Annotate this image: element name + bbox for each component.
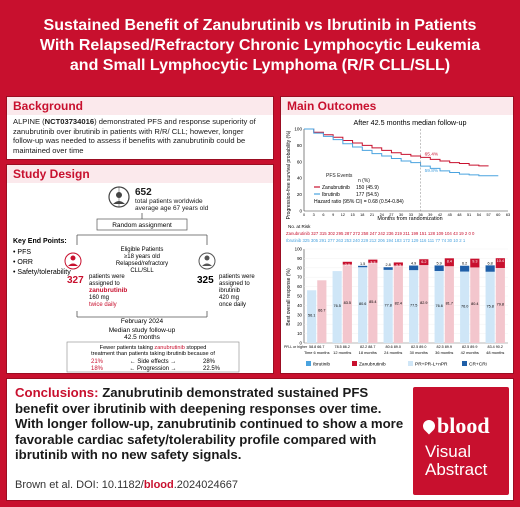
bar-category-label: 24 months [384,350,403,355]
ibru-line1: patients were [219,274,255,280]
data-cutoff-date: February 2024 [120,318,164,325]
bar-row-value: 82.5 89.9 [436,345,452,349]
bar-y-tick: 100 [294,246,302,252]
ibru-drug: ibrutinib [219,288,241,294]
bar-legend-label: PR+PR-L+nPR [415,362,448,368]
bar-ibrutinib-label: 76.5 [333,304,341,309]
bar-row-value: 83.4 90.2 [487,345,503,349]
title-bar [0,0,520,92]
km-x-tick: 60 [496,213,501,217]
bar-y-tick: 30 [297,312,302,318]
bar-zanubrutinib-label: 81.7 [445,301,454,306]
study-design-panel [6,164,274,374]
bar-y-tick: 0 [299,340,302,346]
bar-y-tick: 50 [297,293,302,299]
ibru-dose: 420 mg [219,295,240,301]
ibru-n: 325 [197,275,214,286]
km-legend-zanu [314,185,379,191]
main-outcomes-heading: Main Outcomes [281,97,513,115]
total-desc2: average age 67 years old [135,205,209,212]
bar-zanubrutinib-label: 82.4 [394,301,403,306]
bar-row-value: 82.5 89.0 [411,345,427,349]
citation[interactable] [15,479,238,491]
bar-ibrutinib-cr [435,265,444,271]
zanu-line1: patients were [89,274,125,280]
km-x-tick: 0 [302,213,306,217]
km-x-tick: 24 [379,213,384,217]
endpoint-1: • PFS [13,249,32,256]
bar-y-tick: 90 [297,255,302,261]
bar-ibrutinib-label: 77.8 [384,303,392,308]
bar-row-value: 80.6 89.0 [385,345,401,349]
km-y-tick: 0 [299,208,302,214]
bar-category-label: 36 months [435,350,454,355]
km-hazard-ratio: Hazard ratio (95% CI) = 0.68 (0.54-0.84) [314,199,404,205]
eligible-box [116,247,168,274]
km-x-tick: 39 [428,213,433,217]
bar-legend-label: Zanubrutinib [359,362,386,368]
bar-ibrutinib-cr-label: 1.5 [360,261,366,266]
km-label-ibru: 59.8% [424,169,439,175]
bar-ibrutinib-cr [384,267,393,270]
bar-zanubrutinib-label: 79.8 [496,302,505,307]
response-bar-chart [282,245,514,373]
ibrutinib-person-icon [199,253,215,269]
km-y-tick: 40 [296,175,302,181]
km-legend-sub: n (%) [358,178,370,184]
km-x-tick: 57 [486,213,491,217]
zanu-dose: 160 mg [89,295,110,301]
study-design-diagram [7,183,275,373]
bar-ibrutinib-cr [486,265,495,271]
bar-zanubrutinib-label: 80.4 [471,302,479,307]
bar-y-tick: 10 [297,331,302,337]
side-effects-ibru: 28% [203,359,216,365]
bar-zanubrutinib-cr-label: 3.3 [370,260,376,265]
bar-zanubrutinib-cr-label: 9.3 [472,259,478,264]
bar-ibrutinib-cr-label: 5.9 [436,261,442,266]
conclusions-body: Zanubrutinib demonstrated sustained PFS benefit over ibrutinib with deepening responses over time. With longer follow-up, zanubrutinib continued to show a more favorable cardiac safety/tolerability profile compared with ibrutinib with no new safety signals. [15,385,404,463]
bar-row-value: 82.5 89.9 [462,345,478,349]
zanu-n: 327 [67,275,84,286]
background-text-prefix: ALPINE ( [13,117,45,126]
bar-zanubrutinib-cr-label: 6.2 [421,260,427,265]
bar-ibrutinib-label: 56.1 [307,313,316,318]
risk-ibru-row: Ibrutinib 325 305 291 277 263 253 240 229 212 206 194 183 172 129 116 111 77 74 30 10 2 1 [286,238,466,243]
bar-category-label: 30 months [409,350,428,355]
risk-zanu-row: Zanubrutinib 327 315 302 295 287 272 258 247 242 236 219 211 199 151 128 109 104 43 19 2 0 0 [286,231,475,236]
visual-abstract-label: Visual Abstract [425,442,488,479]
bar-y-tick: 70 [297,274,302,280]
bar-ibrutinib-label: 76.0 [460,304,469,309]
km-legend-title: PFS Events [326,173,353,179]
abstract-title: Sustained Benefit of Zanubrutinib vs Ibrutinib in Patients With Relapsed/Refractory Chronic Lymphocytic Leukemia and Small Lymphocytic Lymphoma (R/R CLL/SLL) [39,17,481,74]
bar-category-label: 12 months [333,350,352,355]
km-line-zanubrutinib [304,129,489,166]
bar-zanubrutinib-cr-label: 8.4 [446,259,452,264]
bar-zanubrutinib-label: 85.4 [369,299,377,304]
zanu-line2: assigned to [89,281,120,287]
bar-row-value: 82.2 88.7 [360,345,376,349]
svg-text:Eligible Patients: Eligible Patients [120,247,164,253]
side-effects-label: ← Side effects → [129,359,177,365]
km-label-zanu: 65.4% [424,152,439,158]
bar-category-label: Time 6 months [303,350,330,355]
bar-ibrutinib-cr [460,266,469,272]
bar-zanubrutinib-cr-label: 3.3 [395,263,401,268]
km-x-tick: 33 [408,213,413,217]
km-title: After 42.5 months median follow-up [353,118,467,127]
fewer-line2: treatment than patients taking ibrutinib because of [91,351,215,357]
bar-legend [306,361,487,368]
citation-journal: blood [143,479,174,491]
blood-wordmark: blood [437,413,490,438]
svg-text:Zanubrutinib: Zanubrutinib [322,185,350,191]
bar-category-label: 48 months [486,350,505,355]
bar-row-value: 78.5 86.2 [334,345,350,349]
total-n: 652 [135,187,152,198]
km-x-tick: 18 [360,213,365,217]
km-x-tick: 51 [467,213,472,217]
km-x-tick: 21 [369,213,375,217]
conclusions-lead: Conclusions: [15,385,99,400]
km-x-tick: 45 [447,213,452,217]
bar-ibrutinib-label: 80.6 [358,302,367,307]
citation-prefix: Brown et al. DOI: 10.1182/ [15,479,144,491]
km-legend-ibru [314,192,379,198]
bar-ibrutinib-label: 76.6 [435,303,443,308]
km-y-tick: 100 [294,126,302,132]
background-heading: Background [7,97,273,115]
risk-title: No. at Risk [288,224,311,229]
citation-suffix: .2024024667 [173,479,238,491]
bar-category-label: 42 months [460,350,479,355]
trial-id: NCT03734016 [44,117,95,126]
km-y-tick: 80 [296,142,302,148]
endpoint-3: • Safety/tolerability [13,269,71,276]
km-xlabel: Months from randomization [377,216,443,222]
key-endpoints-title: Key End Points: [13,238,67,245]
km-x-tick: 30 [399,213,404,217]
bar-ibrutinib-label: 77.5 [409,303,418,308]
bar-ibrutinib-cr [409,266,418,271]
bar-zanubrutinib-label: 83.5 [343,300,352,305]
bar-ibrutinib-cr [358,266,367,267]
bar-legend-swatch [408,361,413,366]
svg-text:177 (54.5): 177 (54.5) [356,192,379,198]
background-text [7,115,273,157]
study-design-heading: Study Design [7,165,273,183]
conclusions-text [15,385,407,463]
total-desc1: total patients worldwide [135,198,203,205]
bar-legend-swatch [352,361,357,366]
bar-y-tick: 60 [297,284,302,290]
km-x-tick: 6 [322,213,325,217]
km-x-tick: 15 [350,213,355,217]
zanu-drug: zanubrutinib [89,287,128,294]
side-effects-zanu: 21% [91,359,104,365]
endpoint-2: • ORR [13,259,33,266]
bar-legend-label: CR+CRi [469,362,487,368]
zanu-frequency: twice daily [89,302,117,308]
zanubrutinib-person-icon [65,253,81,269]
bar-zanubrutinib-label: 66.7 [318,308,326,313]
km-x-tick: 9 [332,213,335,217]
globe-person-icon [109,187,129,207]
bar-y-tick: 80 [297,265,302,271]
ibru-line2: assigned to [219,281,250,287]
bar-y-tick: 20 [297,321,302,327]
bar-row-label: PR-L or higher [284,345,308,349]
background-panel [6,96,274,160]
followup-line2: 42.5 months [124,334,160,341]
km-x-tick: 54 [476,213,481,217]
svg-text:Ibrutinib: Ibrutinib [322,192,340,198]
svg-text:≥18 years old: ≥18 years old [124,254,160,260]
blood-logo [413,387,509,495]
km-x-tick: 36 [418,213,423,217]
fewer-line1: Fewer patients taking zanubrutinib stopped [99,345,207,351]
bar-y-tick: 40 [297,302,302,308]
bar-ibrutinib-cr-label: 6.2 [462,261,468,266]
svg-text:Relapsed/refractory: Relapsed/refractory [115,261,169,267]
km-x-tick: 27 [389,213,394,217]
bar-category-label: 18 months [358,350,377,355]
km-chart [282,115,514,243]
main-outcomes-panel [280,96,514,374]
followup-line1: Median study follow-up [108,327,176,334]
ibru-frequency: once daily [219,302,247,308]
bar-ibrutinib-cr-label: 4.9 [411,261,417,266]
km-y-tick: 20 [296,192,302,198]
km-x-tick: 48 [457,213,462,217]
km-y-tick: 60 [296,159,302,165]
km-ylabel: Progression-free survival probability (%) [286,130,292,220]
bar-ibrutinib-label: 75.8 [486,304,494,309]
bar-legend-swatch [462,361,467,366]
bar-ylabel: Best overall response (%) [286,268,292,326]
bar-zanubrutinib-cr-label: 10.4 [496,259,505,264]
random-label: Random assignment [112,222,172,229]
bar-legend-label: Ibrutinib [313,362,331,368]
background-text-suffix: ) demonstrated PFS and response superiority of zanubrutinib over ibrutinib in patients with R/R/ CLL; however, longer follow-up was needed to assess if benefits with zanubrutinib could be maintained over time [13,117,256,155]
km-x-tick: 63 [505,213,511,217]
bar-legend-swatch [306,361,311,366]
km-x-tick: 12 [340,213,345,217]
conclusions-panel [6,378,514,501]
bar-zanubrutinib-label: 82.9 [420,301,428,306]
progression-zanu: 18% [91,366,104,372]
bar-zanubrutinib-cr-label: 2.9 [344,262,350,267]
bar-ibrutinib-cr-label: 2.8 [385,263,391,268]
bar-ibrutinib-cr-label: 6.8 [487,261,493,266]
progression-label: ← Progression → [129,366,177,372]
blood-drop-icon [421,418,438,435]
svg-text:150 (45.9): 150 (45.9) [356,185,379,191]
bar-plot-area [284,247,508,356]
km-x-tick: 42 [437,213,443,217]
km-x-tick: 3 [312,213,315,217]
bar-row-value: 58.8 66.7 [309,345,325,349]
svg-text:CLL/SLL: CLL/SLL [130,268,154,274]
progression-ibru: 22.5% [203,366,221,372]
